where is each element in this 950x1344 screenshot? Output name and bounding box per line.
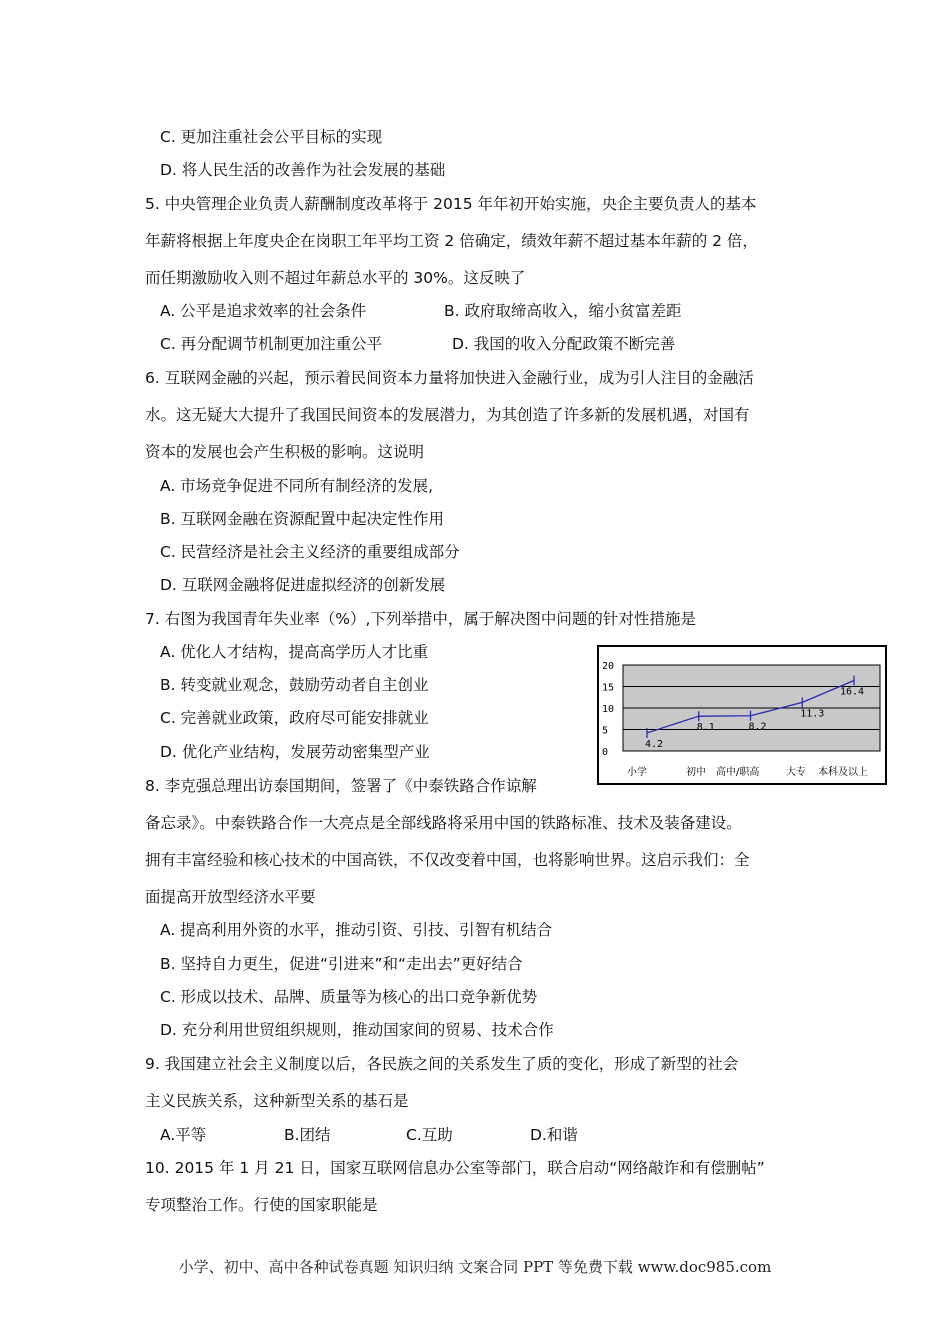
q9-option-d: D.和谐 [530, 1126, 578, 1144]
q10-stem-2: 专项整治工作。行使的国家职能是 [145, 1196, 378, 1214]
q6-option-d: D. 互联网金融将促进虚拟经济的创新发展 [160, 576, 446, 594]
data-label: 8.1 [696, 722, 715, 734]
q4-option-c: C. 更加注重社会公平目标的实现 [160, 128, 383, 146]
q9-option-c: C.互助 [406, 1126, 453, 1144]
x-tick-label: 初中 [686, 767, 706, 778]
unemployment-chart [597, 645, 887, 785]
q5-stem-3: 而任期激励收入则不超过年薪总水平的 30%。这反映了 [145, 269, 526, 287]
q5-option-b: B. 政府取缔高收入，缩小贫富差距 [444, 302, 682, 320]
q8-stem-3: 拥有丰富经验和核心技术的中国高铁，不仅改变着中国，也将影响世界。这启示我们：全 [145, 851, 750, 869]
q8-option-c: C. 形成以技术、品牌、质量等为核心的出口竞争新优势 [160, 988, 538, 1006]
q9-option-b: B.团结 [284, 1126, 331, 1144]
q7-option-d: D. 优化产业结构，发展劳动密集型产业 [160, 743, 430, 761]
q8-stem-4: 面提高开放型经济水平要 [145, 888, 316, 906]
q6-option-c: C. 民营经济是社会主义经济的重要组成部分 [160, 543, 460, 561]
x-tick-label: 高中/职高 [716, 767, 760, 778]
q6-option-a: A. 市场竞争促进不同所有制经济的发展, [160, 477, 434, 495]
q7-option-a: A. 优化人才结构，提高高学历人才比重 [160, 643, 429, 661]
q6-stem-1: 6. 互联网金融的兴起，预示着民间资本力量将加快进入金融行业，成为引人注目的金融活 [145, 369, 754, 387]
chart-svg [599, 647, 885, 783]
q8-stem-2: 备忘录》。中泰铁路合作一大亮点是全部线路将采用中国的铁路标准、技术及装备建设。 [145, 814, 742, 832]
x-tick-label: 大专 [786, 767, 806, 778]
data-label: 11.3 [800, 708, 825, 720]
y-tick-label: 5 [602, 725, 609, 737]
q5-option-a: A. 公平是追求效率的社会条件 [160, 302, 367, 320]
data-label: 16.4 [840, 686, 865, 698]
q9-stem-1: 9. 我国建立社会主义制度以后，各民族之间的关系发生了质的变化，形成了新型的社会 [145, 1055, 739, 1073]
q4-option-d: D. 将人民生活的改善作为社会发展的基础 [160, 161, 446, 179]
q8-option-b: B. 坚持自力更生，促进“引进来”和“走出去”更好结合 [160, 955, 523, 973]
page-footer: 小学、初中、高中各种试卷真题 知识归纳 文案合同 PPT 等免费下载 www.doc985.com [178, 1258, 772, 1276]
y-tick-label: 15 [602, 682, 615, 694]
q9-option-a: A.平等 [160, 1126, 207, 1144]
q8-option-a: A. 提高利用外资的水平，推动引资、引技、引智有机结合 [160, 921, 553, 939]
y-tick-label: 10 [602, 704, 615, 715]
q7-option-b: B. 转变就业观念，鼓励劳动者自主创业 [160, 676, 429, 694]
q6-stem-2: 水。这无疑大大提升了我国民间资本的发展潜力，为其创造了许多新的发展机遇，对国有 [145, 406, 750, 424]
q5-option-d: D. 我国的收入分配政策不断完善 [452, 335, 676, 353]
q9-stem-2: 主义民族关系，这种新型关系的基石是 [145, 1092, 409, 1110]
q7-stem: 7. 右图为我国青年失业率（%）,下列举措中，属于解决图中问题的针对性措施是 [145, 610, 696, 628]
q7-option-c: C. 完善就业政策，政府尽可能安排就业 [160, 709, 429, 727]
y-tick-label: 0 [602, 747, 609, 758]
y-tick-label: 20 [602, 661, 615, 672]
q6-stem-3: 资本的发展也会产生积极的影响。这说明 [145, 443, 425, 461]
q8-option-d: D. 充分利用世贸组织规则，推动国家间的贸易、技术合作 [160, 1021, 554, 1039]
q5-stem-2: 年薪将根据上年度央企在岗职工年平均工资 2 倍确定，绩效年薪不超过基本年薪的 2 倍， [145, 232, 758, 250]
q5-option-c: C. 再分配调节机制更加注重公平 [160, 335, 383, 353]
data-label: 4.2 [645, 738, 664, 750]
x-tick-label: 小学 [627, 767, 647, 778]
q8-stem-1: 8. 李克强总理出访泰国期间，签署了《中泰铁路合作谅解 [145, 777, 537, 795]
x-tick-label: 本科及以上 [818, 767, 868, 778]
data-label: 8.2 [748, 721, 767, 733]
q6-option-b: B. 互联网金融在资源配置中起决定性作用 [160, 510, 444, 528]
q5-stem-1: 5. 中央管理企业负责人薪酬制度改革将于 2015 年年初开始实施，央企主要负责人的基本 [145, 195, 757, 213]
q10-stem-1: 10. 2015 年 1 月 21 日，国家互联网信息办公室等部门，联合启动“网络敲诈和有偿删帖” [145, 1159, 765, 1177]
